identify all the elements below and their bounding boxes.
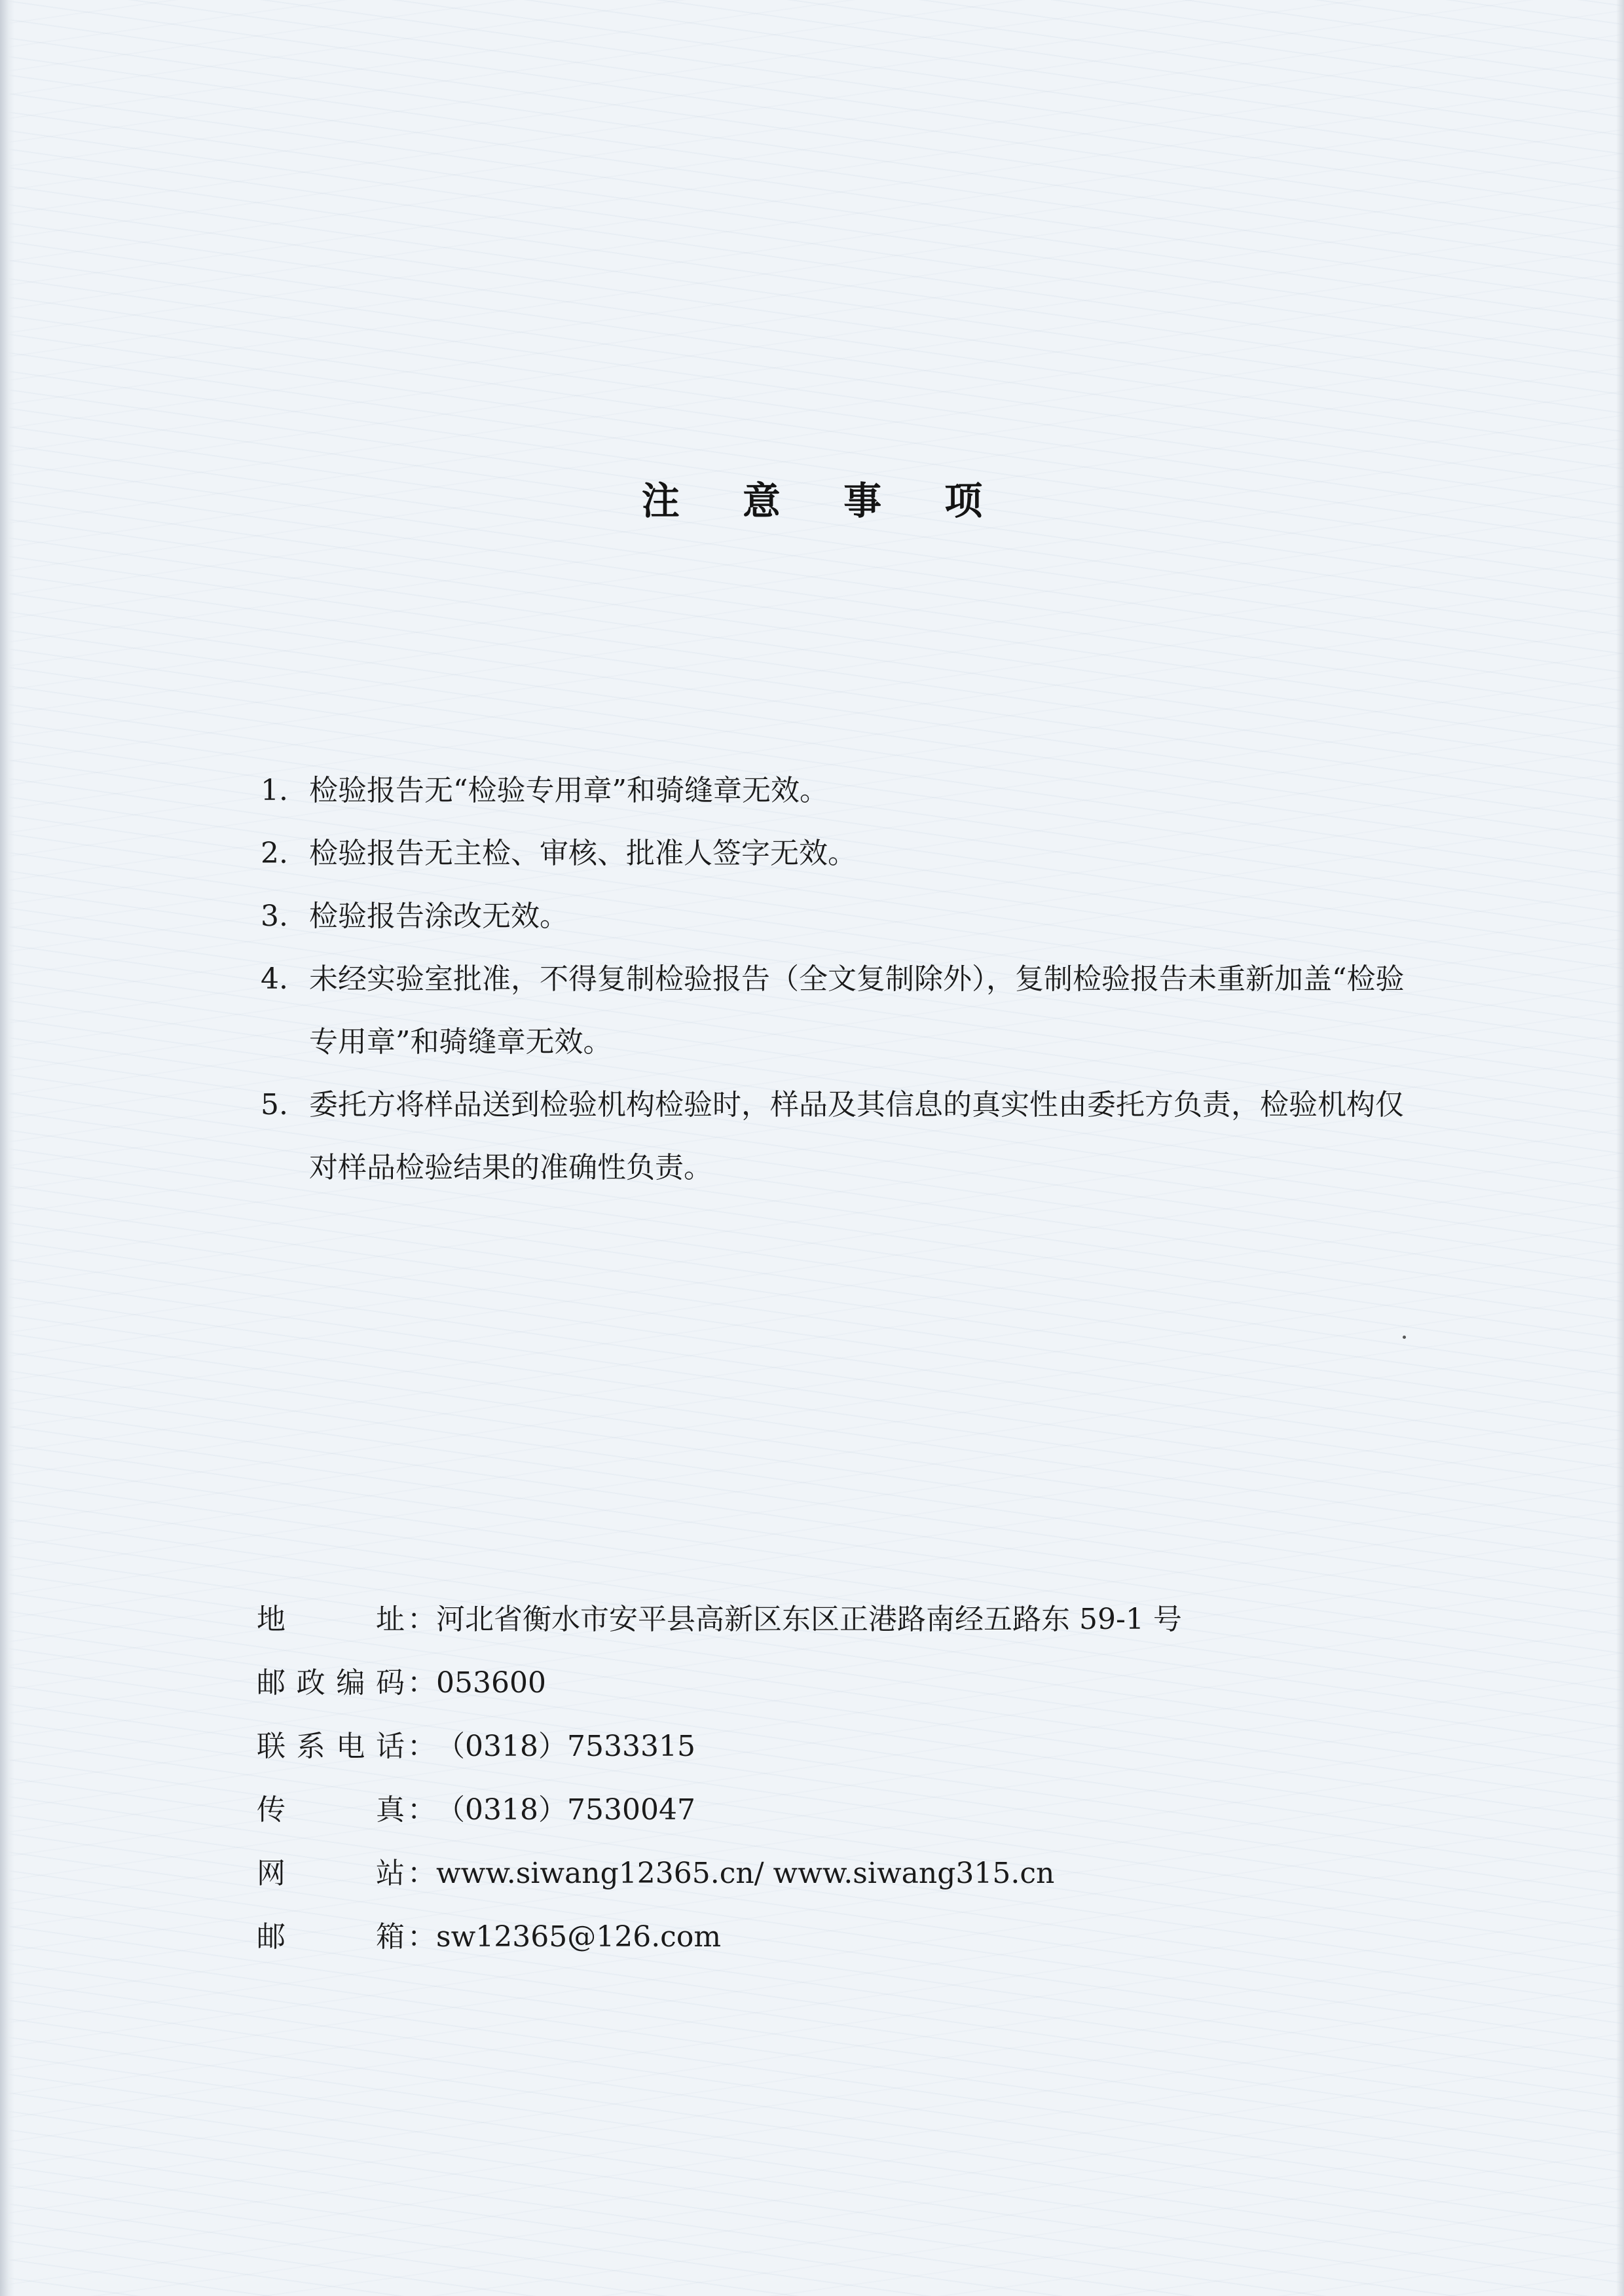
label-char: 政	[296, 1666, 325, 1700]
label-char: 码	[375, 1666, 405, 1700]
contact-phone	[257, 1715, 1435, 1778]
note-item-1	[261, 759, 1426, 822]
contact-label	[257, 1778, 407, 1842]
label-colon: ：	[407, 1793, 436, 1827]
note-item-4	[261, 948, 1426, 1074]
note-number: 1.	[261, 774, 288, 807]
note-text: 委托方将样品送到检验机构检验时，样品及其信息的真实性由委托方负责，检验机构仅对样品检验结果的准确性负责。	[309, 1088, 1404, 1184]
note-number: 4.	[261, 962, 288, 996]
label-char: 传	[257, 1793, 286, 1827]
phone-value: （0318）7533315	[436, 1730, 695, 1763]
fax-value: （0318）7530047	[436, 1793, 695, 1827]
label-char: 电	[336, 1730, 365, 1763]
label-char: 编	[336, 1666, 365, 1700]
label-colon: ：	[407, 1666, 436, 1700]
postcode-value: 053600	[436, 1666, 546, 1700]
contact-label	[257, 1651, 407, 1715]
label-char: 系	[296, 1730, 325, 1763]
note-number: 5.	[261, 1088, 288, 1121]
contact-website	[257, 1842, 1435, 1905]
contact-label	[257, 1588, 407, 1651]
contact-email	[257, 1905, 1435, 1969]
label-char: 话	[375, 1730, 405, 1763]
note-number: 3.	[261, 900, 288, 933]
paper-edge-left	[0, 0, 14, 2296]
note-item-3	[261, 885, 1426, 948]
contact-label	[257, 1842, 407, 1905]
label-colon: ：	[407, 1730, 436, 1763]
paper-edge-right	[1616, 0, 1624, 2296]
note-text: 检验报告无主检、审核、批准人签字无效。	[309, 837, 857, 870]
label-colon: ：	[407, 1920, 436, 1954]
label-char: 站	[376, 1857, 405, 1890]
contact-postcode	[257, 1651, 1435, 1715]
website-link[interactable]: www.siwang12365.cn/ www.siwang315.cn	[436, 1857, 1055, 1890]
contact-label	[257, 1715, 407, 1778]
address-value: 河北省衡水市安平县高新区东区正港路南经五路东 59-1 号	[436, 1603, 1182, 1636]
scan-speck	[1403, 1336, 1406, 1339]
note-number: 2.	[261, 837, 288, 870]
label-char: 地	[257, 1603, 286, 1636]
notes-list	[261, 759, 1426, 1199]
note-text: 未经实验室批准，不得复制检验报告（全文复制除外），复制检验报告未重新加盖“检验专用章”和骑缝章无效。	[309, 962, 1405, 1059]
label-char: 邮	[257, 1666, 286, 1700]
label-colon: ：	[407, 1857, 436, 1890]
contact-address	[257, 1588, 1435, 1651]
note-item-2	[261, 822, 1426, 885]
email-link[interactable]: sw12365@126.com	[436, 1920, 722, 1954]
note-text: 检验报告涂改无效。	[309, 900, 568, 933]
label-char: 联	[257, 1730, 286, 1763]
note-item-5	[261, 1074, 1426, 1199]
contact-info	[257, 1588, 1435, 1969]
page-title: 注 意 事 项	[641, 479, 1008, 523]
label-char: 网	[257, 1857, 286, 1890]
label-char: 箱	[376, 1920, 405, 1954]
label-char: 邮	[257, 1920, 286, 1954]
note-text: 检验报告无“检验专用章”和骑缝章无效。	[309, 774, 828, 807]
contact-fax	[257, 1778, 1435, 1842]
label-colon: ：	[407, 1603, 436, 1636]
label-char: 址	[376, 1603, 405, 1636]
contact-label	[257, 1905, 407, 1969]
label-char: 真	[376, 1793, 405, 1827]
